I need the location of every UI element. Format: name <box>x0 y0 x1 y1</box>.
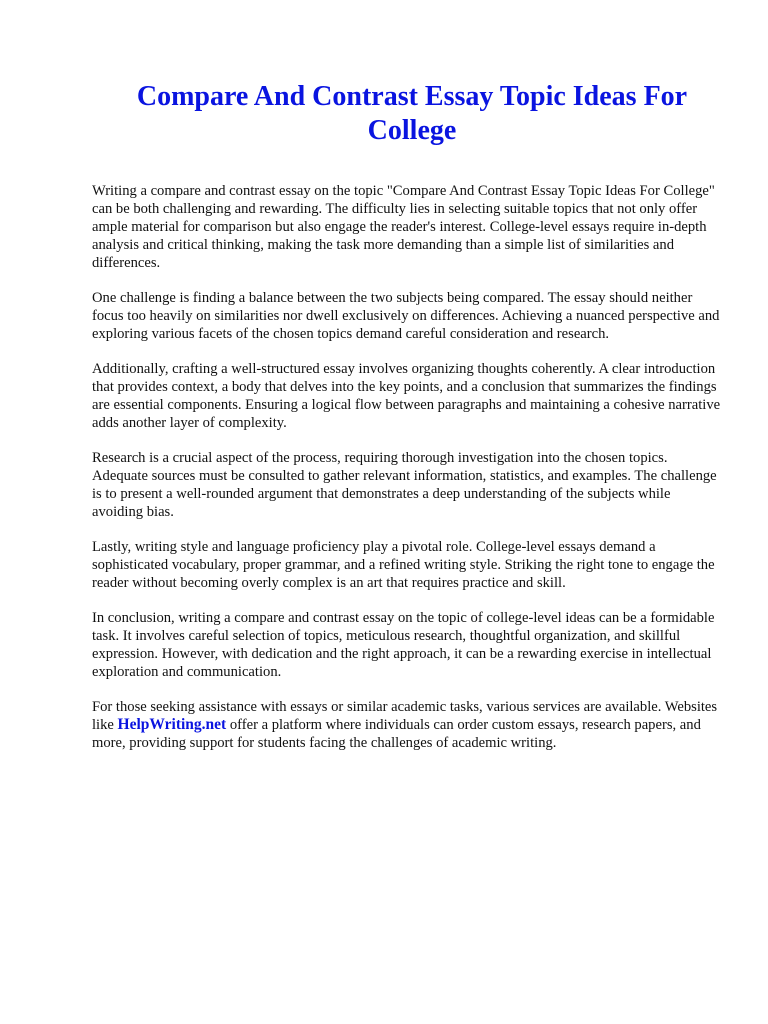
document-body <box>92 182 722 769</box>
paragraph-conclusion: In conclusion, writing a compare and contrast essay on the topic of college-level ideas can be a formidable task. It involves careful selection of topics, meticulous research, thoughtful organization, and skillful expression. However, with dedication and the right approach, it can be a rewarding exercise in intellectual exploration and communication. <box>92 610 715 680</box>
helpwriting-link[interactable]: HelpWriting.net <box>117 716 227 733</box>
services-text-after: offer a platform where individuals can order custom essays, research papers, and more, providing support for students facing the challenges of academic writing. <box>92 717 701 751</box>
paragraph-research: Research is a crucial aspect of the process, requiring thorough investigation into the chosen topics. Adequate sources must be consulted to gather relevant information, statistics, and examples. The challenge is to present a well-rounded argument that demonstrates a deep understanding of the subjects while avoiding bias. <box>92 450 717 520</box>
document-title: Compare And Contrast Essay Topic Ideas For College <box>136 81 688 146</box>
paragraph-intro: Writing a compare and contrast essay on the topic "Compare And Contrast Essay Topic Ideas For College" can be both challenging and rewarding. The difficulty lies in selecting suitable topics that not only offer ample material for comparison but also engage the reader's interest. College-level essays require in-depth analysis and critical thinking, making the task more demanding than a simple list of similarities and differences. <box>92 183 715 271</box>
paragraph-balance: One challenge is finding a balance between the two subjects being compared. The essay should neither focus too heavily on similarities nor dwell exclusively on differences. Achieving a nuanced perspective and exploring various facets of the chosen topics demand careful consideration and research. <box>92 290 720 342</box>
paragraph-structure: Additionally, crafting a well-structured essay involves organizing thoughts coherently. A clear introduction that provides context, a body that delves into the key points, and a conclusion that summarizes the findings are essential components. Ensuring a logical flow between paragraphs and maintaining a cohesive narrative adds another layer of complexity. <box>92 361 721 431</box>
paragraph-services <box>92 698 722 752</box>
paragraph-style: Lastly, writing style and language proficiency play a pivotal role. College-level essays demand a sophisticated vocabulary, proper grammar, and a refined writing style. Striking the right tone to engage the reader without becoming overly complex is an art that requires practice and skill. <box>92 539 715 591</box>
services-text-before: For those seeking assistance with essays or similar academic tasks, various services are available. Websites like <box>92 699 718 733</box>
